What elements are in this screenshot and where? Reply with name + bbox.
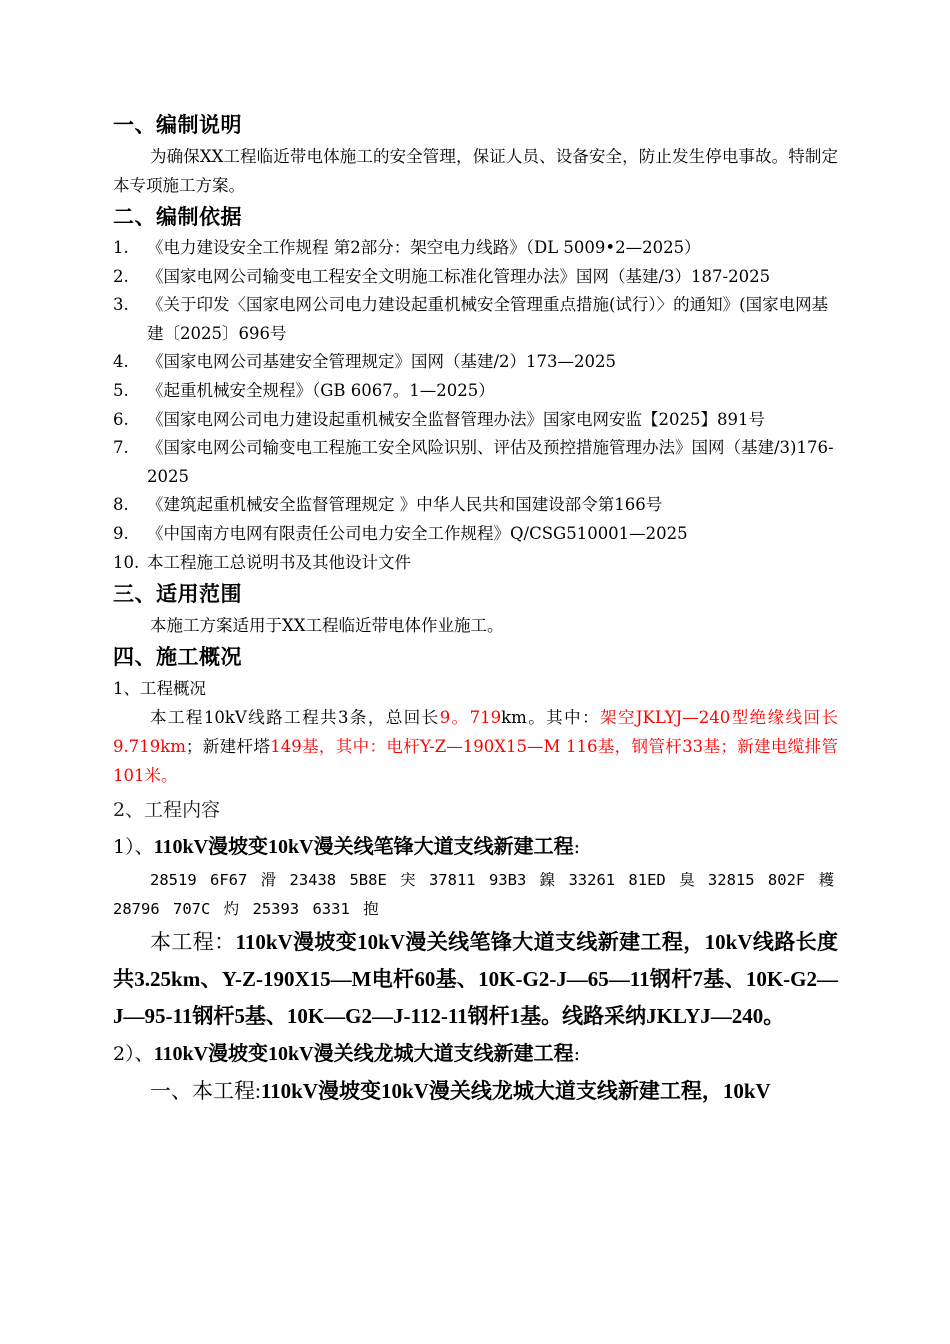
project-1-heading <box>113 828 838 866</box>
basis-list-item <box>113 520 838 549</box>
section-title-2: 二、编制依据 <box>113 205 242 229</box>
overview-overhead-line: 架空JKLYJ—240型绝缘线回长9.719km <box>113 708 838 757</box>
basis-item-number: 10. <box>113 552 140 572</box>
overview-paragraph <box>113 703 838 790</box>
basis-list-item <box>113 291 838 348</box>
basis-list <box>113 234 838 577</box>
subsection-content-title: 2、工程内容 <box>113 799 221 822</box>
subsection-overview-title: 1、工程概况 <box>113 679 206 699</box>
basis-list-item <box>113 491 838 520</box>
basis-item-text: 《电力建设安全工作规程 第2部分：架空电力线路》（DL 5009•2—2025） <box>147 238 701 257</box>
document-page <box>113 108 838 1110</box>
basis-item-number: 8. <box>113 495 129 515</box>
basis-item-text: 《中国南方电网有限责任公司电力安全工作规程》Q/CSG510001—2025 <box>147 523 688 543</box>
section-title-3: 三、适用范围 <box>113 582 242 607</box>
basis-list-item <box>113 434 838 491</box>
basis-list-item <box>113 406 838 435</box>
basis-item-number: 4. <box>113 352 129 372</box>
overview-text: km。其中： <box>501 708 601 728</box>
basis-list-item <box>113 234 838 263</box>
section-1-paragraph: 为确保XX工程临近带电体施工的安全管理，保证人员、设备安全，防止发生停电事故。特制定本专项施工方案。 <box>113 147 838 195</box>
basis-item-number: 7. <box>113 438 129 458</box>
basis-item-number: 6. <box>113 409 129 429</box>
code-sequence: 28519 6F67 滑 23438 5B8E 宊 37811 93B3 鎳 33261 81ED 臭 32815 802F 耯 28796 707C 灼 25393 6331 抱 <box>113 871 835 919</box>
basis-item-text: 本工程施工总说明书及其他设计文件 <box>147 552 411 572</box>
basis-list-item <box>113 348 838 377</box>
overview-length: 9。719 <box>439 708 502 728</box>
project-2-body-label: 一、本工程: <box>150 1079 261 1104</box>
project-2-body-text: 110kV漫坡变10kV漫关线龙城大道支线新建工程，10kV <box>260 1079 771 1104</box>
basis-item-text: 《国家电网公司基建安全管理规定》国网（基建/2）173—2025 <box>147 352 617 372</box>
project-1-suffix: : <box>573 836 581 859</box>
basis-item-number: 2. <box>113 266 129 286</box>
project-2-suffix: : <box>573 1043 581 1066</box>
overview-text: 本工程10kV线路工程共3条，总回长 <box>150 708 440 728</box>
basis-item-text: 《建筑起重机械安全监督管理规定 》中华人民共和国建设部令第166号 <box>147 495 663 515</box>
overview-towers: 149基，其中：电杆Y-Z—190X15—M 116基，钢管杆33基；新建电缆排管101米。 <box>113 737 838 786</box>
overview-text: ；新建杆塔 <box>185 737 271 757</box>
basis-item-text: 《起重机械安全规程》（GB 6067。1—2025） <box>147 380 495 400</box>
basis-item-text: 《国家电网公司输变电工程安全文明施工标准化管理办法》国网（基建/3）187-2025 <box>147 266 771 286</box>
basis-list-item <box>113 377 838 406</box>
section-title-1: 一、编制说明 <box>113 113 242 137</box>
basis-item-number: 1. <box>113 238 129 257</box>
project-1-body <box>113 924 838 1035</box>
basis-item-number: 3. <box>113 295 129 315</box>
basis-list-item <box>113 263 838 292</box>
basis-item-text: 《国家电网公司输变电工程施工安全风险识别、评估及预控措施管理办法》国网（基建/3)176-2025 <box>147 438 834 486</box>
basis-item-text: 《关于印发〈国家电网公司电力建设起重机械安全管理重点措施(试行）〉的通知》(国家电网基建〔2025〕696号 <box>147 295 829 343</box>
project-2-heading <box>113 1035 838 1073</box>
basis-item-number: 9. <box>113 523 129 543</box>
basis-item-text: 《国家电网公司电力建设起重机械安全监督管理办法》国家电网安监【2025】891号 <box>147 409 765 429</box>
basis-list-item <box>113 549 838 578</box>
project-2-title: 110kV漫坡变10kV漫关线龙城大道支线新建工程 <box>153 1043 574 1066</box>
project-2-prefix: 2）、 <box>113 1043 154 1066</box>
project-1-title: 110kV漫坡变10kV漫关线笔锋大道支线新建工程 <box>153 836 574 859</box>
project-1-body-text: 110kV漫坡变10kV漫关线笔锋大道支线新建工程，10kV线路长度共3.25km、Y-Z-190X15—M电杆60基、10K-G2-J—65—11钢杆7基、10K-G2—J—95-11钢杆5基、10K—G2—J-112-11钢杆1基。线路采纳JKLYJ—240。 <box>113 930 838 1029</box>
project-1-body-label: 本工程： <box>150 930 236 955</box>
basis-item-number: 5. <box>113 380 129 400</box>
project-2-body <box>113 1073 838 1110</box>
project-1-prefix: 1）、 <box>113 836 154 859</box>
section-3-paragraph: 本施工方案适用于XX工程临近带电体作业施工。 <box>150 616 504 636</box>
section-title-4: 四、施工概况 <box>113 645 242 670</box>
